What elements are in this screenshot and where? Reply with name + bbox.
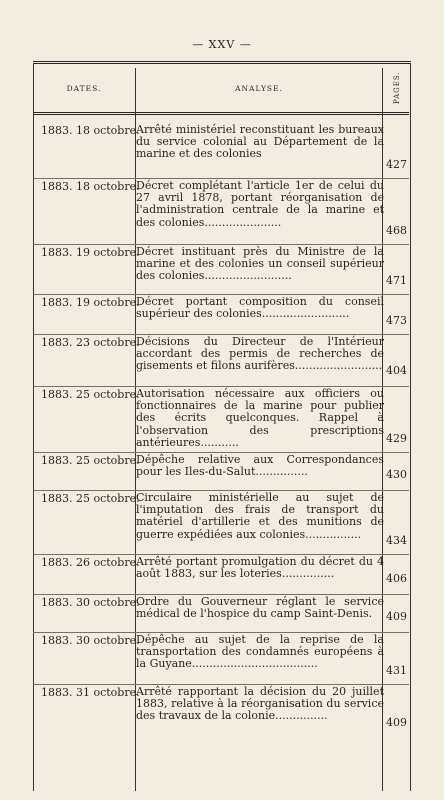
header-dates: DATES.: [66, 84, 102, 93]
table-row: [33, 594, 409, 633]
header-pages: PAGES.: [393, 71, 401, 104]
entry-analysis: Dépêche au sujet de la reprise de la transportation des condamnés européens à la Guyane....................................: [136, 633, 384, 671]
table-row: [33, 490, 409, 555]
entry-date: 1883. 25 octobre.: [41, 454, 140, 467]
table-header: [33, 68, 409, 115]
table-row: [33, 122, 409, 179]
entry-page: 430: [386, 468, 407, 481]
entry-date: 1883. 23 octobre.: [41, 336, 140, 349]
page-number: — XXV —: [192, 38, 252, 51]
entry-analysis: Ordre du Gouverneur réglant le service médical de l'hospice du camp Saint-Denis.: [136, 595, 384, 621]
entry-page: 409: [386, 610, 407, 623]
entry-page: 434: [386, 534, 407, 547]
table-row: [33, 244, 409, 295]
table-row: [33, 554, 409, 595]
entry-analysis: Décret portant composition du conseil supérieur des colonies.........................: [136, 295, 384, 321]
entry-analysis: Arrêté ministériel reconstituant les bureaux du service colonial au Département de la marine et des colonies: [136, 123, 384, 161]
table-row: [33, 294, 409, 335]
entry-date: 1883. 31 octobre.: [41, 686, 140, 699]
table-row: [33, 178, 409, 245]
entry-date: 1883. 18 octobre.: [41, 180, 140, 193]
entry-analysis: Décret instituant près du Ministre de la marine et des colonies un conseil supérieur des colonies.........................: [136, 245, 384, 283]
entry-page: 409: [386, 716, 407, 729]
table-row: [33, 334, 409, 387]
entry-date: 1883. 25 octobre.: [41, 388, 140, 401]
entry-date: 1883. 25 octobre.: [41, 492, 140, 505]
entry-date: 1883. 30 octobre.: [41, 596, 140, 609]
entry-date: 1883. 19 octobre.: [41, 246, 140, 259]
entry-page: 427: [386, 158, 407, 171]
entry-page: 404: [386, 364, 407, 377]
table-row: [33, 386, 409, 453]
entry-analysis: Arrêté rapportant la décision du 20 juillet 1883, relative à la réorganisation du service des travaux de la colonie...............: [136, 685, 384, 723]
header-analyse: ANALYSE.: [235, 84, 283, 93]
entry-page: 468: [386, 224, 407, 237]
entry-page: 431: [386, 664, 407, 677]
entry-analysis: Circulaire ministérielle au sujet de l'imputation des frais de transport du matériel d'artillerie et des munitions de guerre expédiées aux colonies................: [136, 491, 384, 541]
entry-date: 1883. 19 octobre.: [41, 296, 140, 309]
table-row: [33, 452, 409, 491]
entry-date: 1883. 26 octobre.: [41, 556, 140, 569]
entry-page: 406: [386, 572, 407, 585]
entry-page: 473: [386, 314, 407, 327]
table-row: [33, 632, 409, 685]
entry-analysis: Autorisation nécessaire aux officiers ou fonctionnaires de la marine pour publier des écrits quelconques. Rappel à l'observation des prescriptions antérieures...........: [136, 387, 384, 449]
entry-page: 429: [386, 432, 407, 445]
entry-date: 1883. 18 octobre.: [41, 124, 140, 137]
entry-analysis: Dépêche relative aux Correspondances pour les Iles-du-Salut...............: [136, 453, 384, 479]
entry-date: 1883. 30 octobre.: [41, 634, 140, 647]
table-row: [33, 684, 409, 738]
entry-analysis: Décisions du Directeur de l'Intérieur accordant des permis de recherches de gisements et filons aurifères.........................: [136, 335, 384, 373]
entry-page: 471: [386, 274, 407, 287]
entry-analysis: Arrêté portant promulgation du décret du 4 août 1883, sur les loteries...............: [136, 555, 384, 581]
entry-analysis: Décret complétant l'article 1er de celui du 27 avril 1878, portant réorganisation de l'administration centrale de la marine et des colonies......................: [136, 179, 384, 229]
